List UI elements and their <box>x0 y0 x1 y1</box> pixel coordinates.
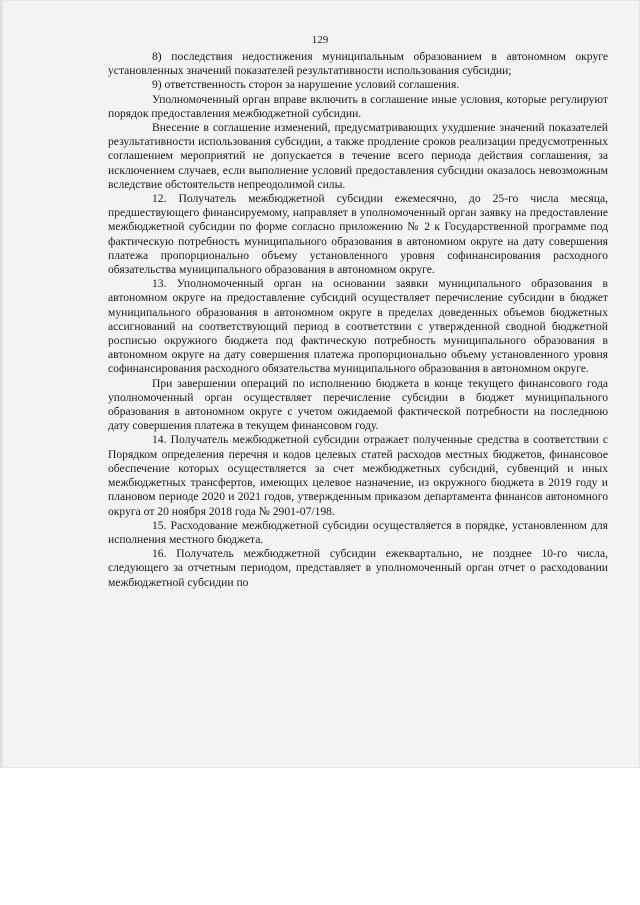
paragraph-clause-15: 15. Расходование межбюджетной субсидии осуществляется в порядке, установленном для исполнения местного бюджета. <box>108 518 608 546</box>
page-number: 129 <box>311 34 329 46</box>
scan-edge-shadow <box>0 0 4 768</box>
paragraph-amendments: Внесение в соглашение изменений, предусматривающих ухудшение значений показателей результативности использования субсидии, а также продление сроков реализации предусмотренных соглашением мероприятий не допускается в течение всего периода действия соглашения, за исключением случаев, если выполнение условий предоставления субсидии оказалось невозможным вследствие обстоятельств непреодолимой силы. <box>108 121 608 191</box>
paragraph-other-conditions: Уполномоченный орган вправе включить в соглашение иные условия, которые регулируют порядок предоставления межбюджетной субсидии. <box>108 92 608 120</box>
paragraph-item-8: 8) последствия недостижения муниципальным образованием в автономном округе установленных значений показателей результативности использования субсидии; <box>108 50 608 78</box>
document-body <box>108 50 608 590</box>
paragraph-clause-16: 16. Получатель межбюджетной субсидии ежеквартально, не позднее 10-го числа, следующего за отчетным периодом, представляет в уполномоченный орган отчет о расходовании межбюджетной субсидии по <box>108 547 608 589</box>
blank-area <box>0 768 640 905</box>
paragraph-year-end: При завершении операций по исполнению бюджета в конце текущего финансового года уполномоченный орган осуществляет перечисление субсидии в бюджет муниципального образования в автономном округе с учетом ожидаемой фактической потребности на последнюю дату совершения платежа в текущем финансовом году. <box>108 376 608 433</box>
paragraph-clause-14: 14. Получатель межбюджетной субсидии отражает полученные средства в соответствии с Порядком определения перечня и кодов целевых статей расходов местных бюджетов, финансовое обеспечение которых осуществляется за счет межбюджетных субсидий, субвенций и иных межбюджетных трансфертов, имеющих целевое назначение, из окружного бюджета в 2019 году и плановом периоде 2020 и 2021 годов, утвержденным приказом департамента финансов автономного округа от 20 ноября 2018 года № 2901-07/198. <box>108 433 608 518</box>
paragraph-clause-13: 13. Уполномоченный орган на основании заявки муниципального образования в автономном округе на предоставление субсидий осуществляет перечисление субсидии в бюджет муниципального образования в автономном округе в пределах доведенных объемов бюджетных ассигнований на соответствующий период в соответствии с утвержденной сводной бюджетной росписью окружного бюджета под фактическую потребность муниципального образования в автономном округе на дату совершения платежа пропорционально объему установленного уровня софинансирования расходного обязательства муниципального образования в автономном округе. <box>108 277 608 376</box>
paragraph-clause-12: 12. Получатель межбюджетной субсидии ежемесячно, до 25-го числа месяца, предшествующего финансируемому, направляет в уполномоченный орган заявку на предоставление межбюджетной субсидии по форме согласно приложению № 2 к Государственной программе под фактическую потребность муниципального образования в автономном округе на дату совершения платежа пропорционально объему установленного уровня софинансирования расходного обязательства муниципального образования в автономном округе. <box>108 192 608 277</box>
paragraph-item-9: 9) ответственность сторон за нарушение условий соглашения. <box>152 78 460 92</box>
